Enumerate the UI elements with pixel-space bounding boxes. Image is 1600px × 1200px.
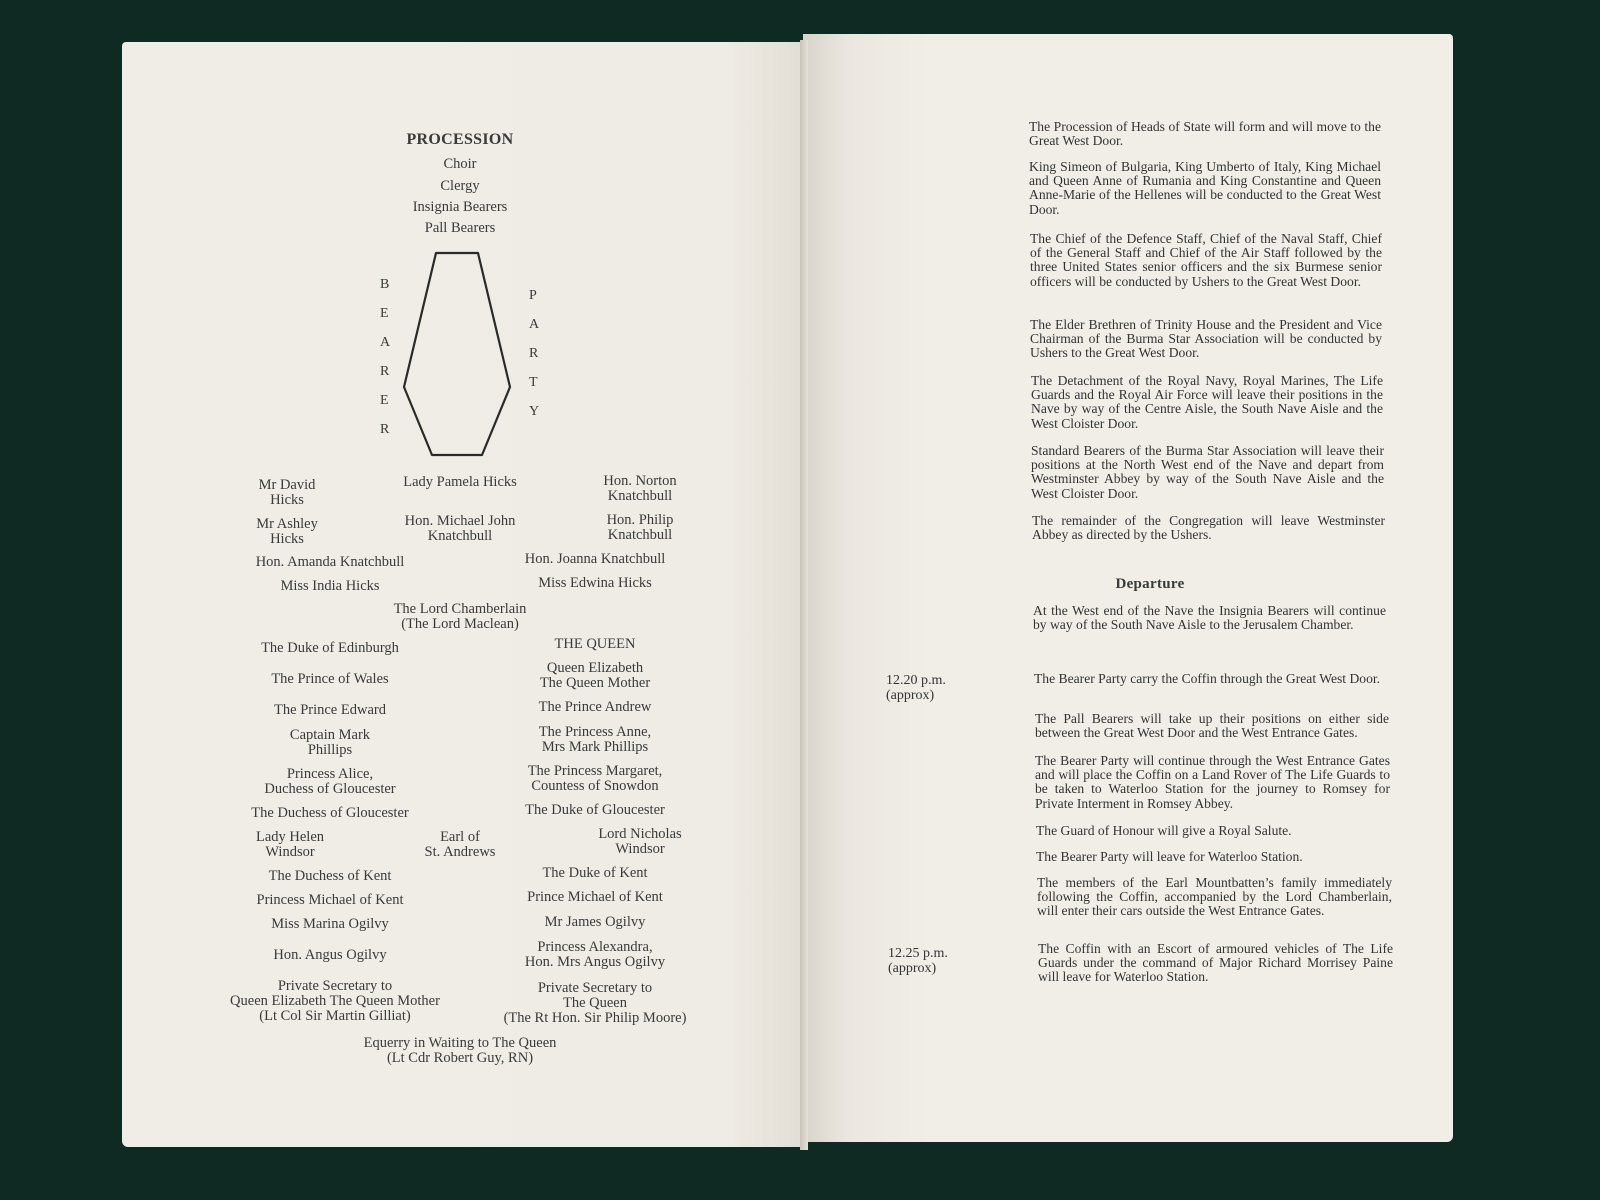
time-1225: 12.25 p.m. [888,946,948,961]
qm-secretary-line3: (Lt Col Sir Martin Gilliat) [259,1008,411,1024]
party-letter: P [529,288,537,303]
james-ogilvy: Mr James Ogilvy [544,914,646,930]
philip-knatchbull-line1: Hon. Philip [606,512,674,528]
michael-john-knatchbull-line2: Knatchbull [427,528,493,544]
paragraph-kings: King Simeon of Bulgaria, King Umberto of Italy, King Michael and Queen Anne of Rumania and King Constantine and Queen Anne-Marie of the Hellenes will be conducted to the Great West Door. [1029,159,1381,217]
paragraph-escort: The Coffin with an Escort of armoured vehicles of The Life Guards under the command of Major Richard Morrisey Paine will leave for Waterloo Station. [1038,941,1393,985]
qm-secretary-line1: Private Secretary to [277,978,393,994]
princess-michael-of-kent: Princess Michael of Kent [256,892,404,908]
departure-heading: Departure [1115,576,1185,592]
duke-of-edinburgh: The Duke of Edinburgh [261,640,399,656]
paragraph-detachment: The Detachment of the Royal Navy, Royal Marines, The Life Guards and the Royal Air Force will leave their positions in the Nave by way of the Centre Aisle, the South Nave Aisle and the West Cloister Door. [1031,373,1383,431]
prince-of-wales: The Prince of Wales [271,671,389,687]
queen-secretary-line3: (The Rt Hon. Sir Philip Moore) [503,1010,687,1026]
prince-edward: The Prince Edward [274,702,386,718]
order-insignia-bearers: Insignia Bearers [412,199,508,215]
bearer-letter: R [380,364,390,379]
paragraph-heads-of-state: The Procession of Heads of State will form and will move to the Great West Door. [1029,119,1381,149]
queen-secretary-line1: Private Secretary to [537,980,653,996]
norton-knatchbull-line1: Hon. Norton [603,473,677,489]
paragraph-departure-intro: At the West end of the Nave the Insignia Bearers will continue by way of the South Nave Aisle to the Jerusalem Chamber. [1033,603,1386,633]
duchess-of-gloucester: The Duchess of Gloucester [251,805,409,821]
lord-chamberlain-line1: The Lord Chamberlain [393,601,527,617]
lady-helen-line2: Windsor [265,844,315,860]
earl-st-andrews-line2: St. Andrews [424,844,496,860]
princess-alexandra-line2: Hon. Mrs Angus Ogilvy [524,954,666,970]
paragraph-standard-bearers: Standard Bearers of the Burma Star Association will leave their positions at the North West end of the Nave and depart from Westminster Abbey by way of the South Nave Aisle and the West Cloister Door. [1031,443,1384,501]
pamela-hicks: Lady Pamela Hicks [403,474,517,490]
qm-secretary-line2: Queen Elizabeth The Queen Mother [230,993,440,1009]
princess-alice-line1: Princess Alice, [286,766,374,782]
the-queen: THE QUEEN [554,636,636,652]
paragraph-pall-bearers: The Pall Bearers will take up their positions on either side between the Great West Door and the West Entrance Gates. [1035,711,1389,741]
bearer-letter: E [380,393,389,408]
queen-mother-line2: The Queen Mother [539,675,651,691]
princess-margaret-line1: The Princess Margaret, [527,763,663,779]
queen-secretary-line2: The Queen [562,995,627,1011]
lord-nicholas-line2: Windsor [615,841,665,857]
earl-st-andrews-line1: Earl of [440,829,480,845]
booklet-spine [800,40,808,1150]
angus-ogilvy: Hon. Angus Ogilvy [273,947,387,963]
paragraph-bearer-party-carry: The Bearer Party carry the Coffin through the Great West Door. [1034,671,1381,686]
time-1220-approx: (approx) [886,688,935,703]
ashley-hicks-line1: Mr Ashley [256,516,318,532]
philip-knatchbull-line2: Knatchbull [607,527,673,543]
order-pall-bearers: Pall Bearers [424,220,496,236]
party-letter: Y [529,404,540,419]
bearer-letter: E [380,306,389,321]
bearer-letter: A [380,335,391,350]
norton-knatchbull-line2: Knatchbull [607,488,673,504]
prince-michael-of-kent: Prince Michael of Kent [527,889,663,905]
procession-heading: PROCESSION [406,131,514,148]
india-hicks: Miss India Hicks [280,578,380,594]
equerry-line1: Equerry in Waiting to The Queen [363,1035,557,1051]
princess-alexandra-line1: Princess Alexandra, [537,939,653,955]
duchess-of-kent: The Duchess of Kent [268,868,392,884]
party-letter: A [529,317,540,332]
david-hicks-line2: Hicks [270,492,304,508]
amanda-knatchbull: Hon. Amanda Knatchbull [255,554,405,570]
joanna-knatchbull: Hon. Joanna Knatchbull [524,551,666,567]
duke-of-gloucester: The Duke of Gloucester [525,802,665,818]
time-1225-approx: (approx) [888,961,937,976]
paragraph-congregation: The remainder of the Congregation will leave Westminster Abbey as directed by the Ushers. [1032,513,1385,543]
edwina-hicks: Miss Edwina Hicks [538,575,652,591]
bearer-letter: R [380,422,390,437]
mark-phillips-line1: Captain Mark [289,727,371,743]
princess-alice-line2: Duchess of Gloucester [264,781,396,797]
party-letter: R [529,346,539,361]
coffin-diagram [402,250,512,460]
princess-anne-line1: The Princess Anne, [538,724,652,740]
queen-mother-line1: Queen Elizabeth [546,660,644,676]
bearer-letter: B [380,277,390,292]
lord-nicholas-line1: Lord Nicholas [598,826,682,842]
princess-margaret-line2: Countess of Snowdon [531,778,659,794]
mark-phillips-line2: Phillips [307,742,353,758]
paragraph-family-cars: The members of the Earl Mountbatten’s family immediately following the Coffin, accompanied by the Lord Chamberlain, will enter their cars outside the West Entrance Gates. [1037,875,1392,919]
paragraph-land-rover: The Bearer Party will continue through the West Entrance Gates and will place the Coffin on a Land Rover of The Life Guards to be taken to Waterloo Station for the journey to Romsey for Private Interment in Romsey Abbey. [1035,753,1390,811]
duke-of-kent: The Duke of Kent [542,865,648,881]
prince-andrew: The Prince Andrew [538,699,652,715]
paragraph-royal-salute: The Guard of Honour will give a Royal Salute. [1036,823,1292,838]
order-choir: Choir [443,156,477,172]
order-clergy: Clergy [440,178,480,194]
michael-john-knatchbull-line1: Hon. Michael John [404,513,516,529]
paragraph-chiefs-of-staff: The Chief of the Defence Staff, Chief of the Naval Staff, Chief of the General Staff and Chief of the Air Staff followed by the three United States senior officers and the six Burmese senior officers will be conducted by Ushers to the Great West Door. [1030,231,1382,289]
paragraph-waterloo: The Bearer Party will leave for Waterloo Station. [1036,849,1303,864]
ashley-hicks-line2: Hicks [270,531,304,547]
party-letter: T [529,375,538,390]
lady-helen-line1: Lady Helen [255,829,325,845]
marina-ogilvy: Miss Marina Ogilvy [271,916,389,932]
time-1220: 12.20 p.m. [886,673,946,688]
paragraph-trinity-house: The Elder Brethren of Trinity House and the President and Vice Chairman of the Burma Star Association will be conducted by Ushers to the Great West Door. [1030,317,1382,361]
equerry-line2: (Lt Cdr Robert Guy, RN) [386,1050,534,1066]
princess-anne-line2: Mrs Mark Phillips [541,739,649,755]
david-hicks-line1: Mr David [258,477,316,493]
lord-chamberlain-line2: (The Lord Maclean) [401,616,519,632]
